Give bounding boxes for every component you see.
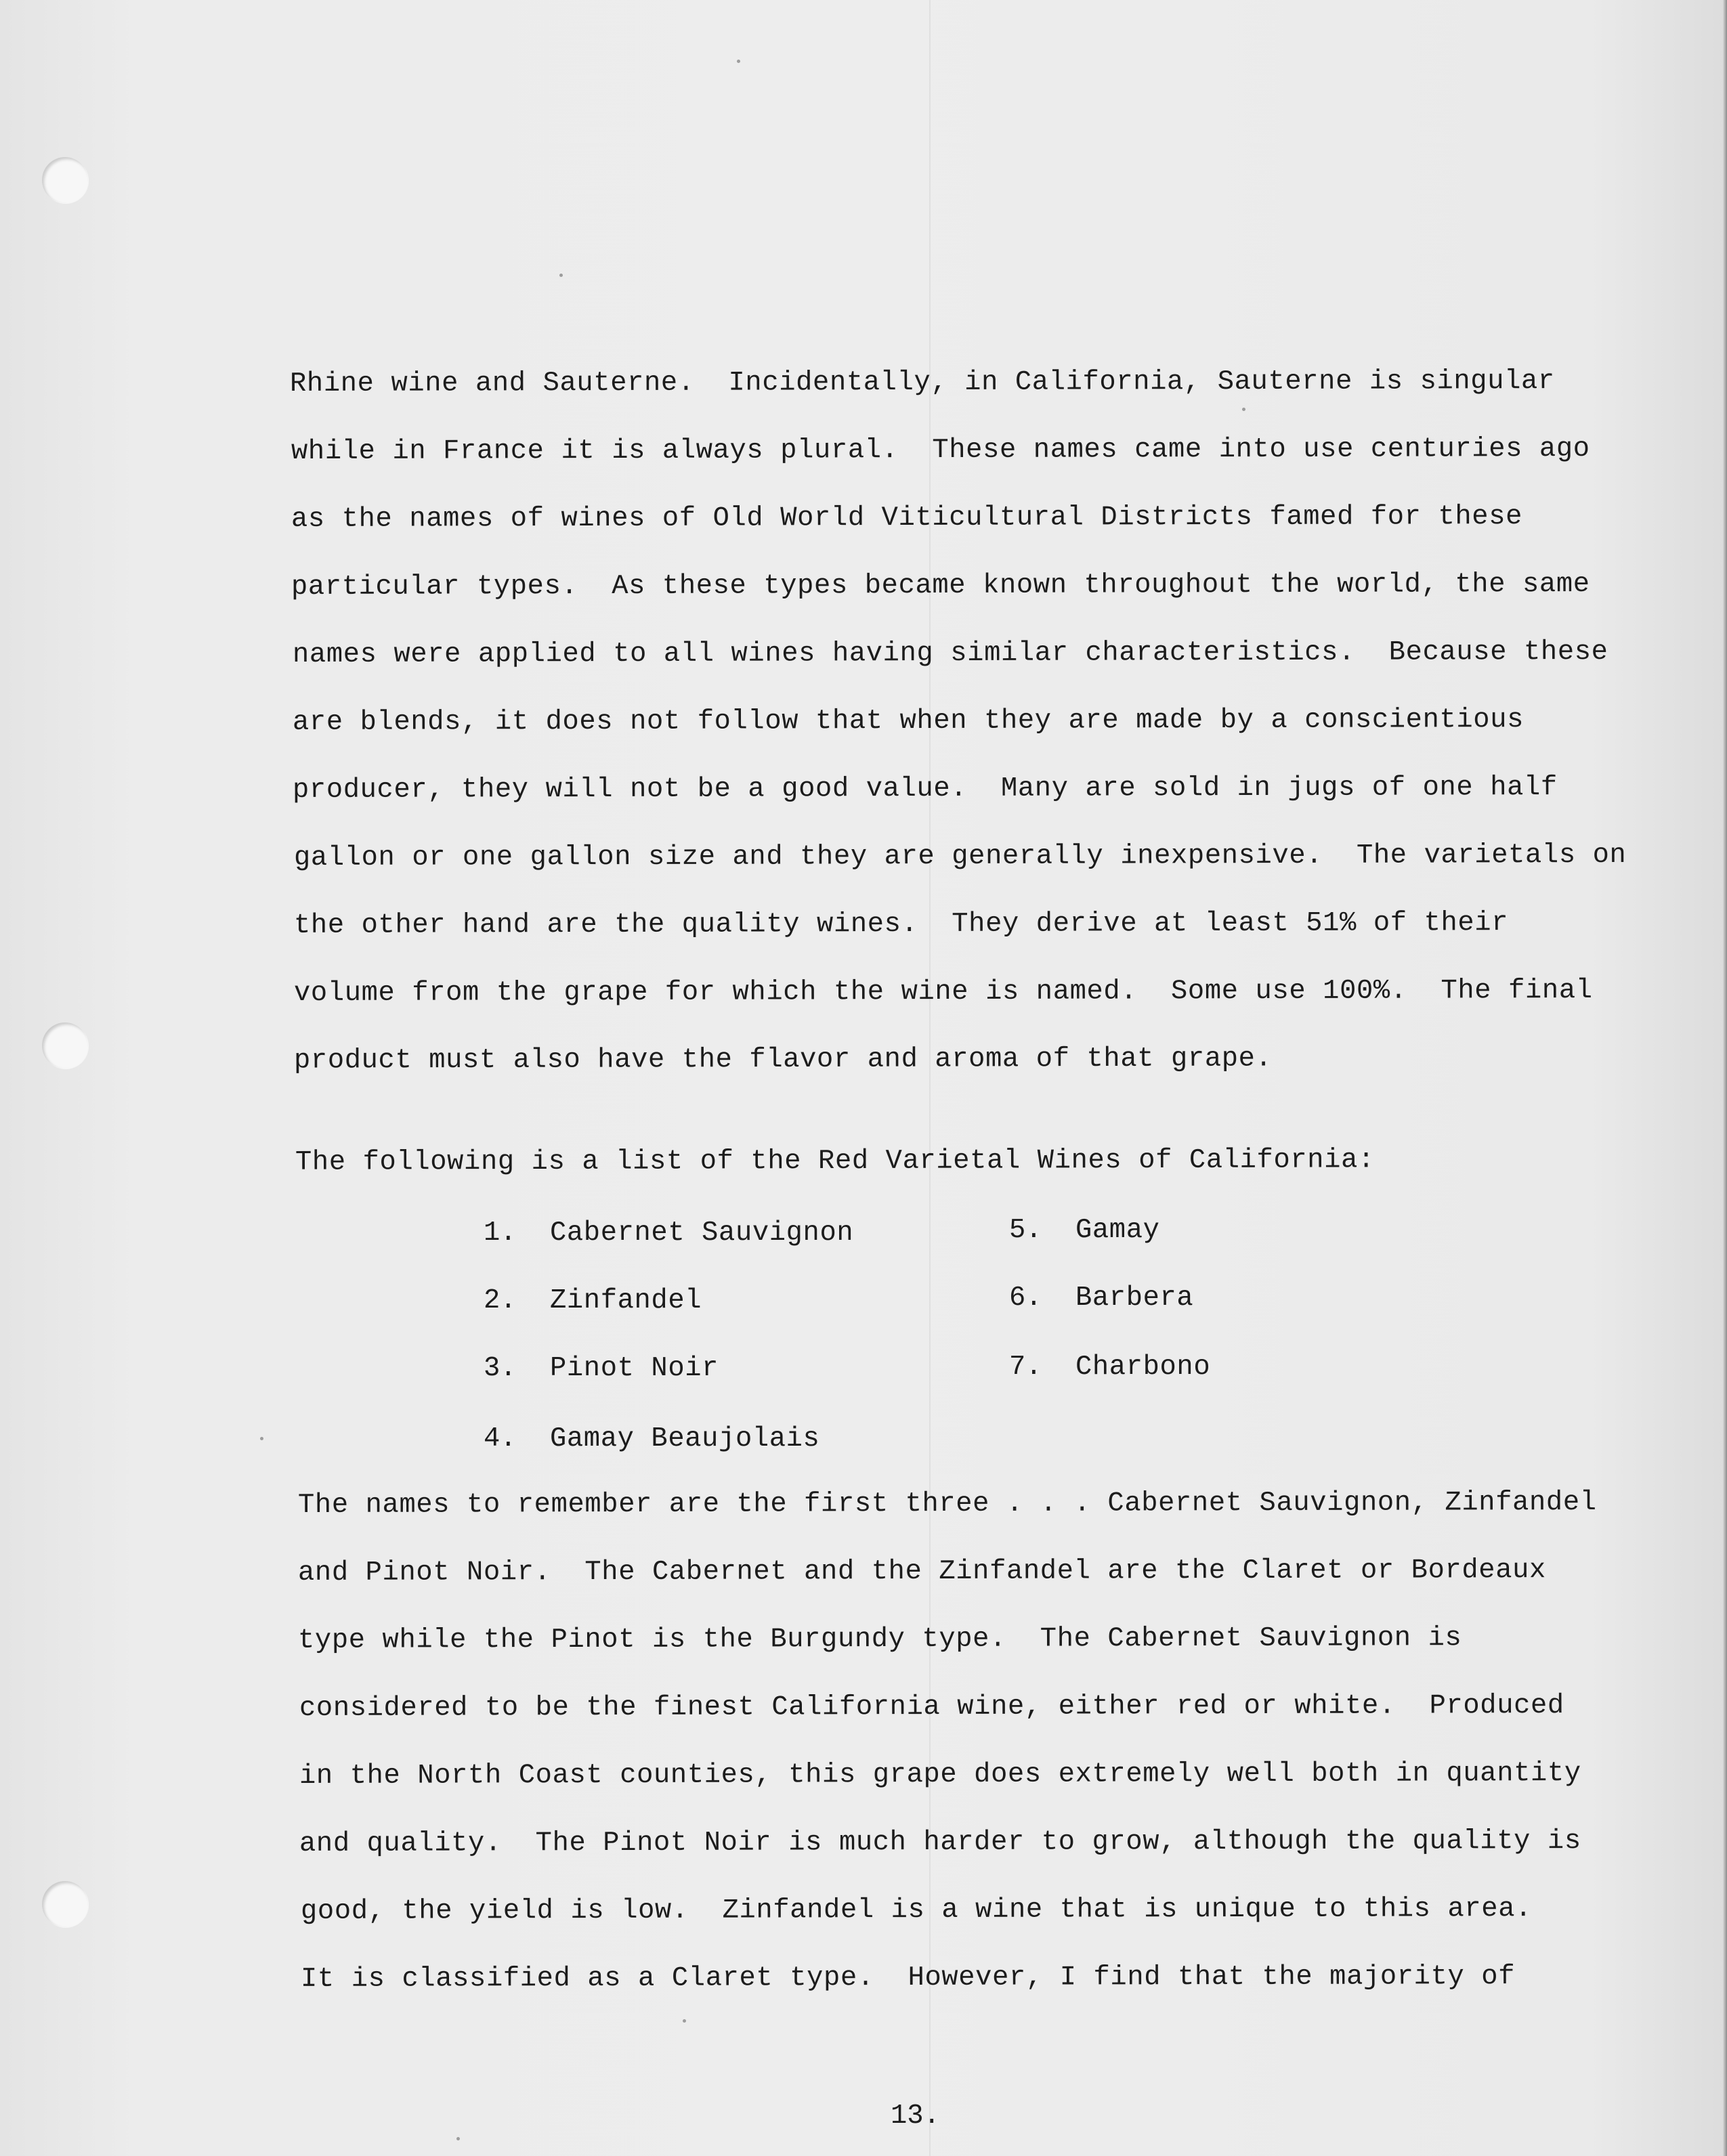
binder-hole-icon — [42, 1022, 88, 1069]
text-line: and quality. The Pinot Noir is much harder to grow, although the quality is — [299, 1826, 1581, 1859]
list-item-number: 1. — [484, 1217, 517, 1249]
text-line: considered to be the finest California wine, either red or white. Produced — [299, 1690, 1564, 1724]
list-item-name: Zinfandel — [550, 1285, 702, 1316]
list-item-name: Barbera — [1075, 1282, 1194, 1314]
list-item-name: Gamay Beaujolais — [550, 1423, 820, 1454]
list-item-name: Charbono — [1075, 1352, 1211, 1383]
list-item-number: 4. — [484, 1423, 517, 1454]
text-line: particular types. As these types became known throughout the world, the same — [291, 568, 1590, 603]
text-line: volume from the grape for which the wine is named. Some use 100%. The final — [293, 974, 1593, 1010]
paper-speck — [1242, 408, 1245, 411]
text-line: type while the Pinot is the Burgundy type. The Cabernet Sauvignon is — [297, 1622, 1462, 1656]
text-line: Rhine wine and Sauterne. Incidentally, in California, Sauterne is singular — [289, 366, 1555, 400]
list-item-number: 2. — [484, 1285, 517, 1316]
text-line: in the North Coast counties, this grape does extremely well both in quantity — [299, 1758, 1581, 1792]
text-line: producer, they will not be a good value. Many are sold in jugs of one half — [292, 772, 1558, 806]
page-right-edge — [1723, 0, 1727, 2156]
text-line: product must also have the flavor and aroma of that grape. — [293, 1043, 1273, 1077]
page-number: 13. — [891, 2100, 940, 2132]
paper-speck — [559, 274, 563, 277]
text-line: It is classified as a Claret type. However, I find that the majority of — [300, 1961, 1516, 1995]
list-item-name: Pinot Noir — [550, 1353, 719, 1384]
text-line: names were applied to all wines having similar characteristics. Because these — [292, 636, 1608, 671]
paper-speck — [260, 1437, 263, 1440]
text-line: The names to remember are the first three . . . Cabernet Sauvignon, Zinfandel — [297, 1486, 1597, 1522]
paper-speck — [683, 2019, 686, 2023]
list-item-name: Gamay — [1075, 1215, 1160, 1246]
list-item-number: 7. — [1009, 1352, 1042, 1383]
list-item-number: 5. — [1009, 1215, 1042, 1246]
list-item-number: 3. — [484, 1353, 517, 1384]
text-line: the other hand are the quality wines. They derive at least 51% of their — [293, 907, 1509, 941]
text-line: and Pinot Noir. The Cabernet and the Zinfandel are the Claret or Bordeaux — [297, 1555, 1546, 1589]
text-line: good, the yield is low. Zinfandel is a wine that is unique to this area. — [300, 1893, 1533, 1927]
paper-speck — [737, 60, 740, 63]
text-line: are blends, it does not follow that when they are made by a conscientious — [292, 704, 1525, 738]
list-item-number: 6. — [1009, 1282, 1042, 1314]
binder-hole-icon — [42, 157, 88, 203]
list-item-name: Cabernet Sauvignon — [550, 1217, 854, 1249]
list-intro: The following is a list of the Red Varietal Wines of California: — [295, 1144, 1375, 1178]
text-line: gallon or one gallon size and they are generally inexpensive. The varietals on — [293, 839, 1627, 874]
paper-speck — [456, 2137, 460, 2140]
text-line: as the names of wines of Old World Viticultural Districts famed for these — [291, 501, 1523, 535]
text-line: while in France it is always plural. These names came into use centuries ago — [291, 433, 1590, 468]
binder-hole-icon — [42, 1881, 88, 1927]
